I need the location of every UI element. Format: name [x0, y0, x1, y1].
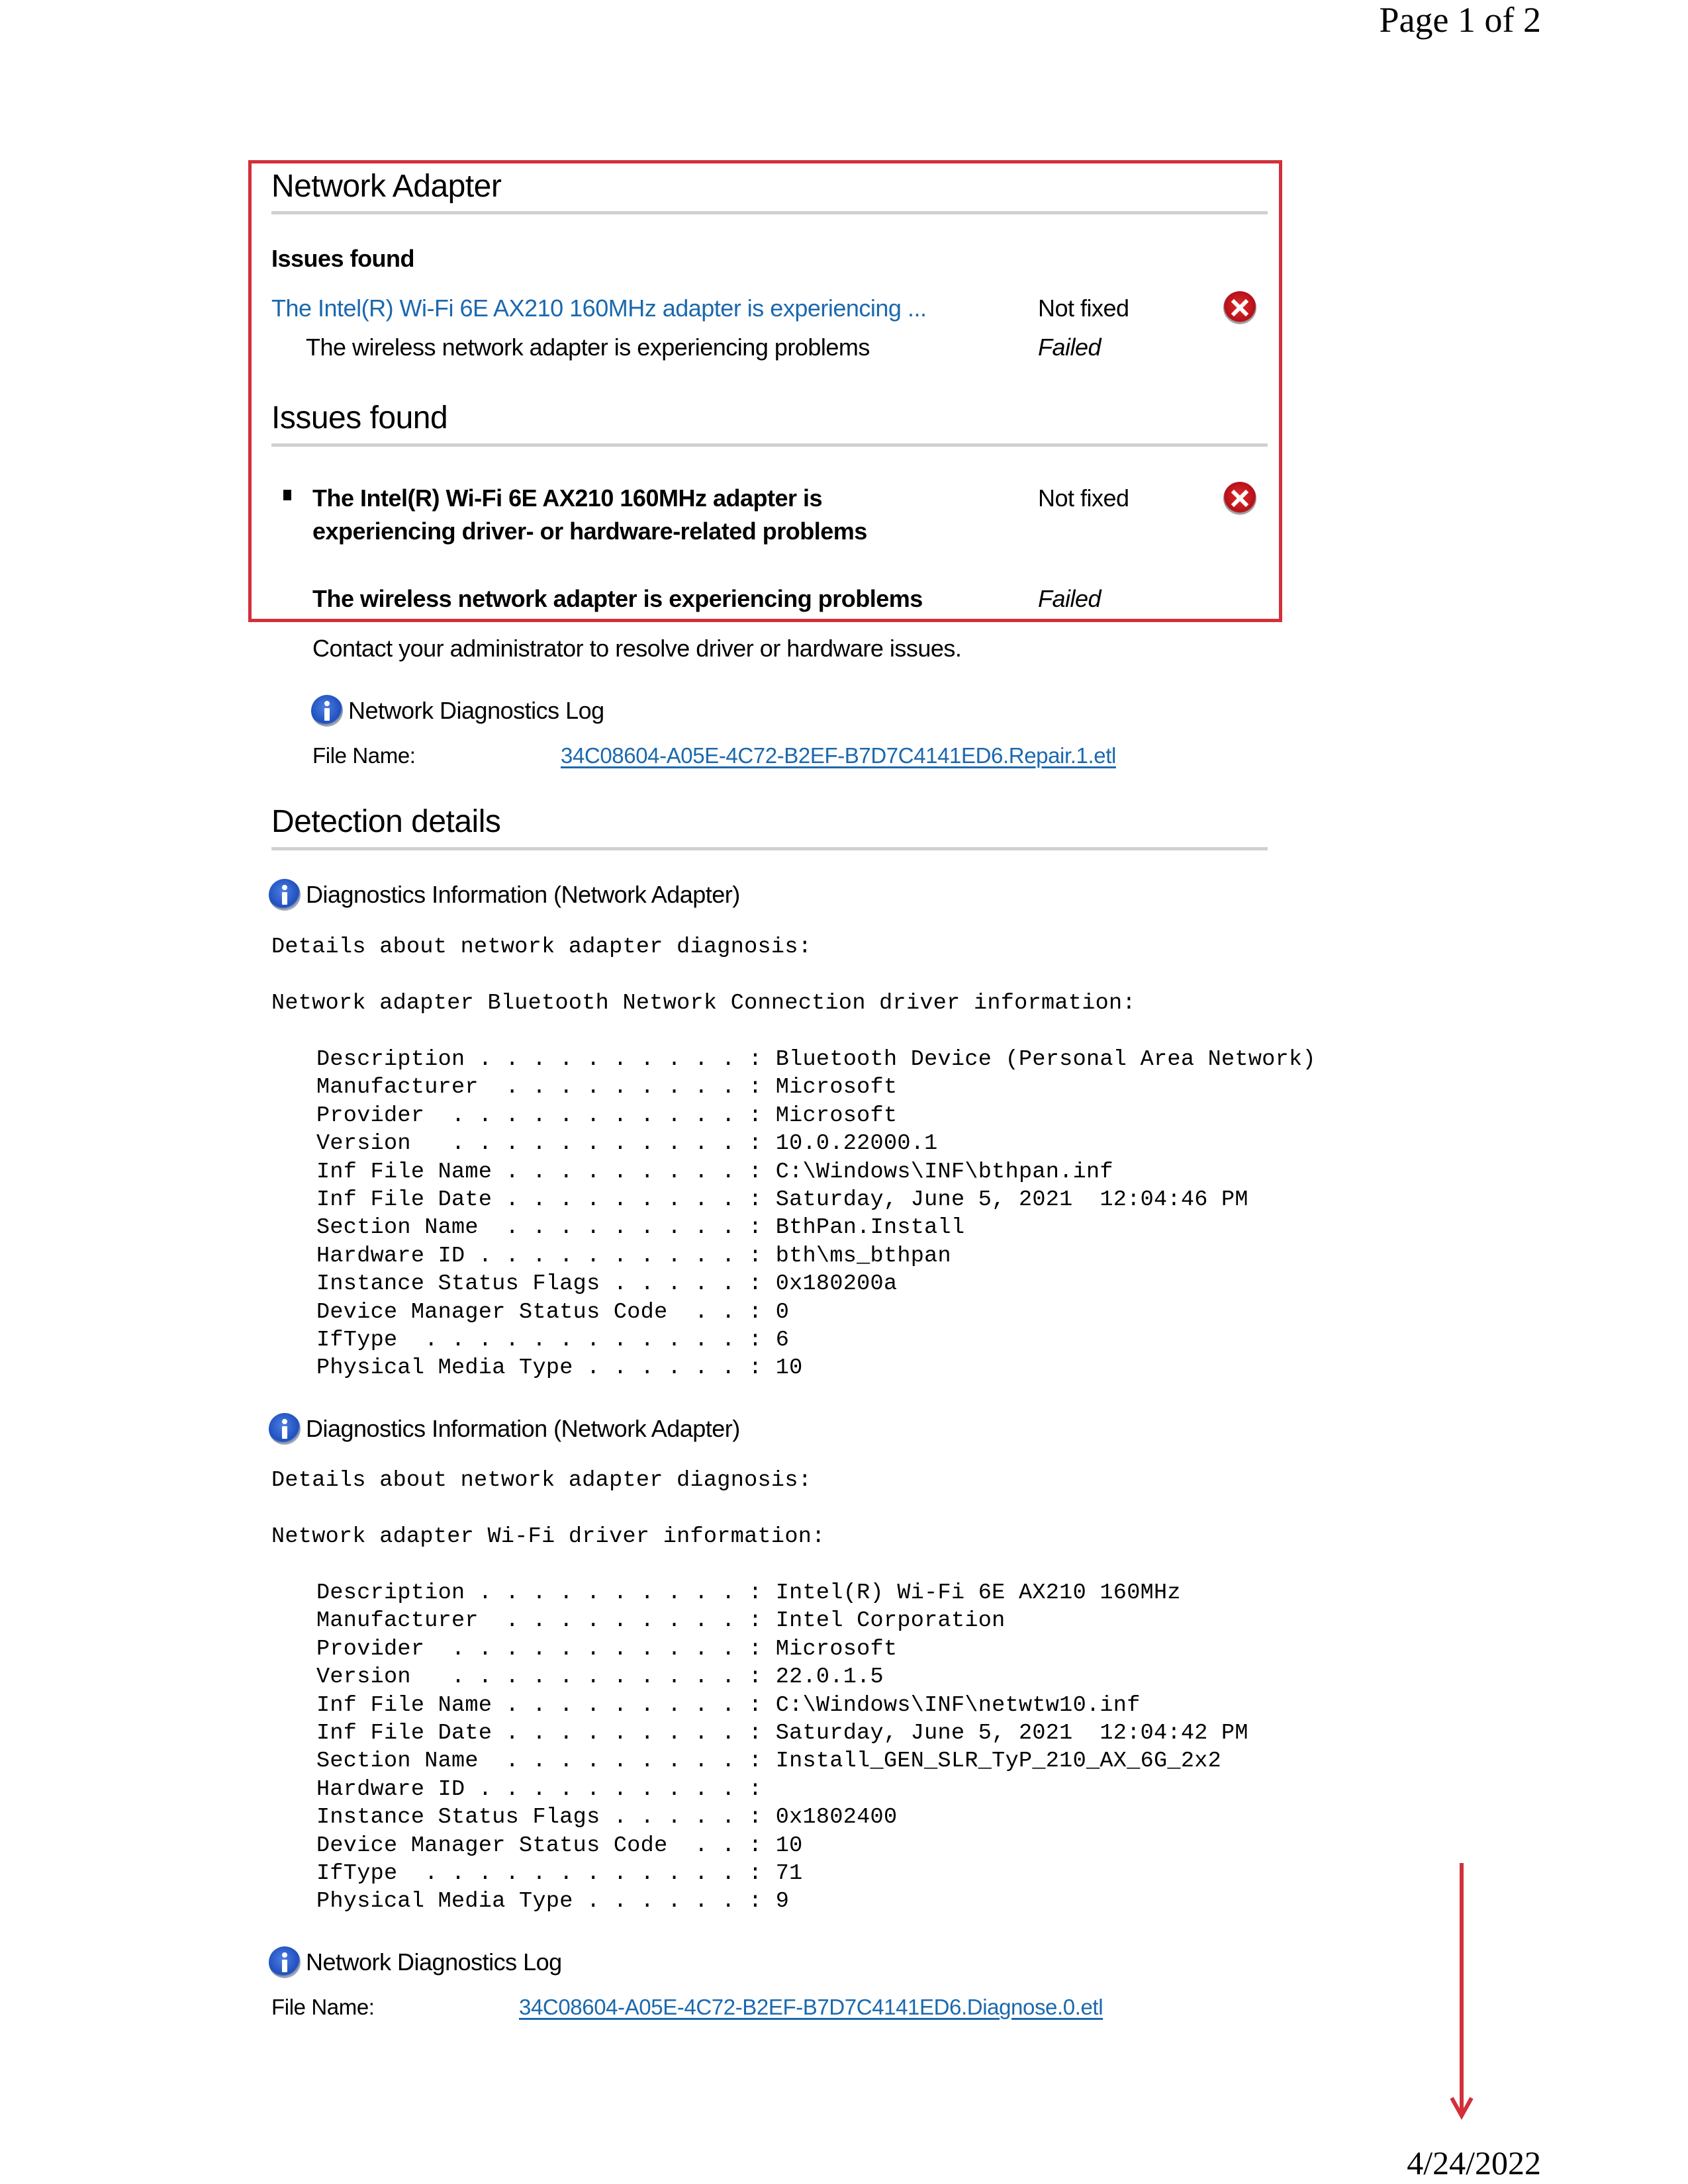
driver-info-row: Physical Media Type . . . . . . : 9 [316, 1889, 790, 1915]
resolution-text: Contact your administrator to resolve driver or hardware issues. [312, 635, 962, 662]
driver-info-row: Instance Status Flags . . . . . : 0x180200a [316, 1271, 898, 1297]
diag-info-header-wifi [269, 1413, 740, 1445]
diag-intro: Details about network adapter diagnosis: [271, 934, 812, 960]
info-icon [311, 695, 343, 727]
section-title-detection-details: Detection details [271, 804, 501, 839]
repair-log-title: Network Diagnostics Log [348, 697, 604, 724]
issue-title-line2: experiencing driver- or hardware-related problems [312, 518, 867, 545]
driver-info-row: Description . . . . . . . . . . : Intel(R) Wi-Fi 6E AX210 160MHz [316, 1580, 1181, 1606]
driver-info-table-wifi [316, 1579, 1248, 1916]
diag-info-title: Diagnostics Information (Network Adapter) [306, 881, 740, 908]
driver-info-row: Instance Status Flags . . . . . : 0x1802400 [316, 1805, 898, 1831]
driver-info-row: Hardware ID . . . . . . . . . . : [316, 1776, 763, 1802]
driver-info-row: Manufacturer . . . . . . . . . : Intel Corporation [316, 1608, 1006, 1634]
issue-link[interactable]: The Intel(R) Wi-Fi 6E AX210 160MHz adapter is experiencing ... [271, 295, 927, 322]
driver-info-row: Physical Media Type . . . . . . : 10 [316, 1355, 803, 1381]
error-x-icon [1223, 291, 1256, 324]
repair-log-file-link[interactable]: 34C08604-A05E-4C72-B2EF-B7D7C4141ED6.Repair.1.etl [561, 743, 1116, 768]
diagnose-log-file-label: File Name: [271, 1995, 375, 2019]
driver-info-row: Device Manager Status Code . . : 10 [316, 1833, 803, 1858]
diagnose-log-file-link[interactable]: 34C08604-A05E-4C72-B2EF-B7D7C4141ED6.Diagnose.0.etl [519, 1995, 1103, 2019]
page-number: Page 1 of 2 [1379, 0, 1541, 40]
driver-info-row: Provider . . . . . . . . . . . : Microsoft [316, 1103, 898, 1128]
diag-subtitle: Network adapter Wi-Fi driver information: [271, 1524, 825, 1549]
section-divider [271, 847, 1268, 850]
driver-info-row: Provider . . . . . . . . . . . : Microsoft [316, 1636, 898, 1662]
bullet-marker [283, 490, 291, 500]
diag-info-title: Diagnostics Information (Network Adapter) [306, 1415, 740, 1442]
arrow-down-icon [1448, 1863, 1475, 2121]
driver-info-row: Inf File Date . . . . . . . . . : Saturday, June 5, 2021 12:04:42 PM [316, 1721, 1248, 1747]
issue-status: Not fixed [1038, 484, 1129, 512]
driver-info-row: Hardware ID . . . . . . . . . . : bth\ms_bthpan [316, 1243, 951, 1269]
sub-issue-status: Failed [1038, 585, 1102, 612]
driver-info-row: Manufacturer . . . . . . . . . : Microsoft [316, 1075, 898, 1101]
driver-info-row: IfType . . . . . . . . . . . . : 6 [316, 1328, 790, 1353]
sub-issue-title: The wireless network adapter is experiencing problems [312, 585, 923, 612]
issues-found-label: Issues found [271, 245, 415, 272]
repair-log-header [311, 695, 604, 727]
diag-subtitle: Network adapter Bluetooth Network Connection driver information: [271, 991, 1136, 1016]
info-icon [269, 879, 301, 911]
repair-log-file-label: File Name: [312, 743, 416, 768]
diagnose-log-title: Network Diagnostics Log [306, 1948, 562, 1976]
driver-info-row: Section Name . . . . . . . . . : Install_GEN_SLR_TyP_210_AX_6G_2x2 [316, 1749, 1222, 1774]
driver-info-row: Inf File Date . . . . . . . . . : Saturday, June 5, 2021 12:04:46 PM [316, 1187, 1248, 1213]
highlight-box [248, 160, 1282, 622]
error-x-icon [1223, 482, 1256, 515]
section-title-network-adapter: Network Adapter [271, 169, 502, 204]
driver-info-row: Device Manager Status Code . . : 0 [316, 1299, 790, 1325]
sub-issue-text: The wireless network adapter is experiencing problems [306, 334, 870, 361]
driver-info-row: Inf File Name . . . . . . . . . : C:\Windows\INF\bthpan.inf [316, 1159, 1113, 1185]
driver-info-row: IfType . . . . . . . . . . . . : 71 [316, 1861, 803, 1887]
section-title-issues-found: Issues found [271, 400, 448, 435]
section-divider [271, 211, 1268, 214]
print-date: 4/24/2022 [1407, 2144, 1541, 2181]
sub-issue-status: Failed [1038, 334, 1102, 361]
driver-info-row: Description . . . . . . . . . . : Bluetooth Device (Personal Area Network) [316, 1047, 1316, 1072]
section-divider [271, 443, 1268, 447]
info-icon [269, 1946, 301, 1978]
diagnose-log-header [269, 1946, 562, 1978]
driver-info-row: Inf File Name . . . . . . . . . : C:\Windows\INF\netwtw10.inf [316, 1692, 1141, 1718]
driver-info-table-bluetooth [316, 1046, 1316, 1383]
info-icon [269, 1413, 301, 1445]
diag-intro: Details about network adapter diagnosis: [271, 1468, 812, 1493]
driver-info-row: Version . . . . . . . . . . . : 10.0.22000.1 [316, 1131, 938, 1157]
issue-status: Not fixed [1038, 295, 1129, 322]
driver-info-row: Section Name . . . . . . . . . : BthPan.Install [316, 1215, 965, 1241]
driver-info-row: Version . . . . . . . . . . . : 22.0.1.5 [316, 1664, 884, 1690]
issue-title-line1: The Intel(R) Wi-Fi 6E AX210 160MHz adapter is [312, 484, 823, 512]
diag-info-header-bluetooth [269, 879, 740, 911]
